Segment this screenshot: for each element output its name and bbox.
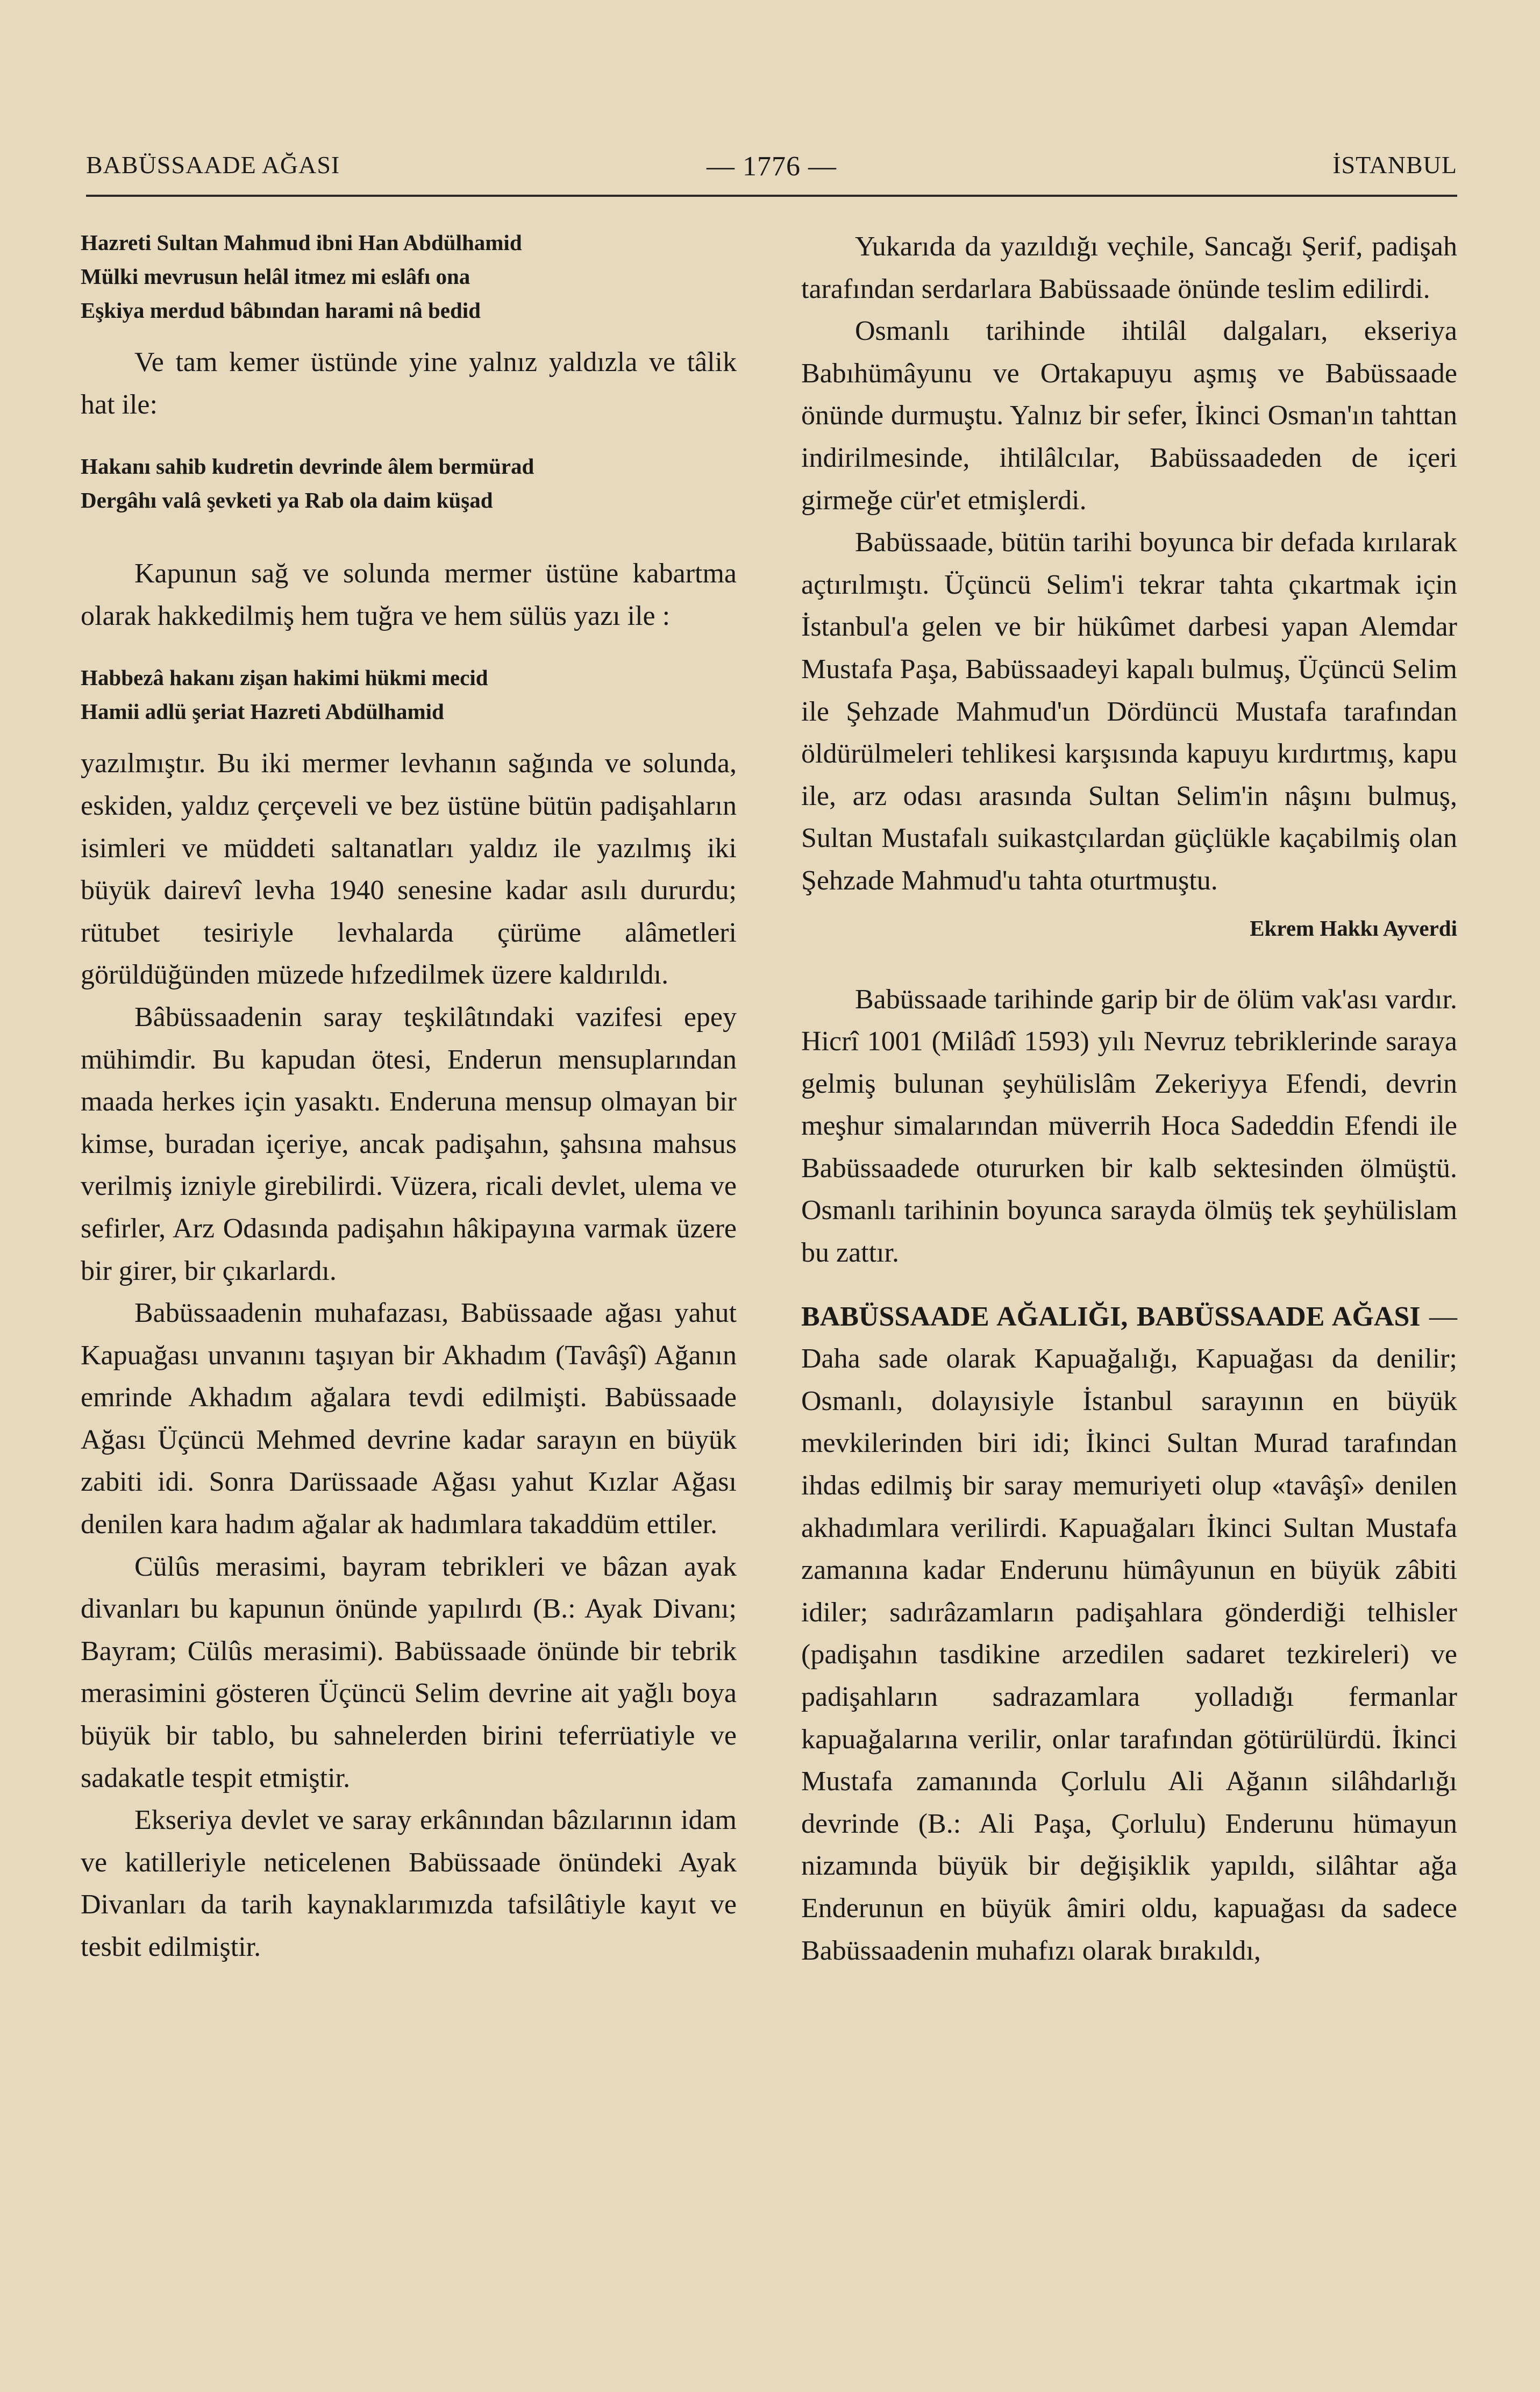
inscription-verse-2 xyxy=(81,450,737,517)
paragraph: Ve tam kemer üstünde yine yalnız yaldızla ve tâlik hat ile: xyxy=(81,347,737,420)
verse-line: Hamii adlü şeriat Hazreti Abdülhamid xyxy=(81,699,444,724)
page-number: — 1776 — xyxy=(707,151,837,182)
header-volume-title: İSTANBUL xyxy=(1332,151,1457,179)
paragraph: Osmanlı tarihinde ihtilâl dalgaları, ekseriya Babıhümâyunu ve Ortakapuyu aşmış ve Babüssaade önünde durmuştu. Yalnız bir sefer, İkinci Osman'ın tahttan indirilmesinde, ihtilâlcılar, Babüssaadeden de içeri girmeğe cür'et etmişlerdi. xyxy=(801,316,1457,516)
paragraph: Yukarıda da yazıldığı veçhile, Sancağı Şerif, padişah tarafından serdarlara Babüssaade önünde teslim edilirdi. xyxy=(801,231,1457,304)
paragraph: Ekseriya devlet ve saray erkânından bâzılarının idam ve katilleriyle neticelenen Babüssaade önündeki Ayak Divanları da tarih kaynaklarımızda tafsilâtiyle kayıt ve tesbit edilmiştir. xyxy=(81,1805,737,1962)
left-column xyxy=(81,226,737,1969)
paragraph: Cülûs merasimi, bayram tebrikleri ve bâzan ayak divanları bu kapunun önünde yapılırdı (B.: Ayak Divanı; Bayram; Cülûs merasimi). Babüssaade önünde bir tebrik merasimini gösteren Üçüncü Selim devrine ait yağlı boya büyük bir tablo, bu sahnelerden birini teferrüatiyle ve sadakatle tespit etmiştir. xyxy=(81,1551,737,1793)
paragraph: Bâbüssaadenin saray teşkilâtındaki vazifesi epey mühimdir. Bu kapudan ötesi, Enderun mensuplarından maada herkes için yasaktı. Enderuna mensup olmayan bir kimse, buradan içeriye, ancak padişahın, şahsına mahsus verilmiş izniyle girebilirdi. Vüzera, ricali devlet, ulema ve sefirler, Arz Odasında padişahın hâkipayına varmak üzere bir girer, bir çıkarlardı. xyxy=(81,1001,737,1286)
paragraph: Kapunun sağ ve solunda mermer üstüne kabartma olarak hakkedilmiş hem tuğra ve hem sülüs yazı ile : xyxy=(81,558,737,631)
entry-paragraph xyxy=(801,1296,1457,1973)
header-entry-title: BABÜSSAADE AĞASI xyxy=(86,151,340,179)
verse-line: Hakanı sahib kudretin devrinde âlem bermürad xyxy=(81,454,534,479)
paragraph: yazılmıştır. Bu iki mermer levhanın sağında ve solunda, eskiden, yaldız çerçeveli ve bez üstüne bütün padişahların isimleri ve müddeti saltanatları yaldız ile yazılmış iki büyük dairevî levha 1940 senesine kadar asılı dururdu; rütubet tesiriyle levhalarda çürüme alâmetleri görüldüğünden müzede hıfzedilmek üzere kaldırıldı. xyxy=(81,748,737,991)
paragraph: Babüssaadenin muhafazası, Babüssaade ağası yahut Kapuağası unvanını taşıyan bir Akhadım (Tavâşî) Ağanın emrinde Akhadım ağalara tevdi edilmişti. Babüssaade Ağası Üçüncü Mehmed devrine kadar sarayın en büyük zabiti idi. Sonra Darüssaade Ağası yahut Kızlar Ağası denilen kara hadım ağalar ak hadımlara takaddüm ettiler. xyxy=(81,1298,737,1540)
running-header xyxy=(86,151,1457,194)
verse-line: Hazreti Sultan Mahmud ibni Han Abdülhamid xyxy=(81,230,522,255)
inscription-verse-1 xyxy=(81,226,737,328)
entry-text: — Daha sade olarak Kapuağalığı, Kapuağası da denilir; Osmanlı, dolayısiyle İstanbul sarayının en büyük mevkilerinden biri idi; İkinci Sultan Murad tarafından ihdas edilmiş bir saray memuriyeti olup «tavâşî» denilen akhadımlara verilirdi. Kapuağaları İkinci Sultan Mustafa zamanına kadar Enderunu hümâyunun en büyük zâbiti idiler; sadırâzamların padişahlara gönderdiği telhisler (padişahın tasdikine arzedilen sadaret tezkireleri) ve padişahların sadrazamlara yolladığı fermanlar kapuağalarına verilir, onlar tarafından götürülürdü. İkinci Mustafa zamanında Çorlulu Ali Ağanın silâhdarlığı devrinde (B.: Ali Paşa, Çorlulu) Enderunu hümayun nizamında büyük bir değişiklik yapıldı, silâhtar ağa Enderunun en büyük âmiri oldu, kapuağası da sadece Babüssaadenin muhafızı olarak bırakıldı, xyxy=(801,1301,1457,1966)
right-column xyxy=(801,226,1457,1972)
verse-line: Eşkiya merdud bâbından harami nâ bedid xyxy=(81,298,481,323)
inscription-verse-3 xyxy=(81,661,737,729)
author-signature: Ekrem Hakkı Ayverdi xyxy=(1250,915,1457,941)
paragraph: Babüssaade, bütün tarihi boyunca bir defada kırılarak açtırılmıştı. Üçüncü Selim'i tekrar tahta çıkartmak için İstanbul'a gelen ve bir hükûmet darbesi yapan Alemdar Mustafa Paşa, Babüssaadeyi kapalı bulmuş, Üçüncü Selim ile Şehzade Mahmud'un Dördüncü Mustafa tarafından öldürülmeleri tehlikesi karşısında kapuyu kırdırtmış, kapu ile, arz odası arasında Sultan Selim'in nâşını bulmuş, Sultan Mustafalı suikastçılardan güçlükle kaçabilmiş olan Şehzade Mahmud'u tahta oturtmuştu. xyxy=(801,527,1457,896)
header-rule xyxy=(86,195,1457,197)
verse-line: Mülki mevrusun helâl itmez mi eslâfı ona xyxy=(81,264,470,289)
entry-heading: BABÜSSAADE AĞALIĞI, BABÜSSAADE AĞASI xyxy=(801,1301,1421,1332)
paragraph: Babüssaade tarihinde garip bir de ölüm vak'ası vardır. Hicrî 1001 (Milâdî 1593) yılı Nevruz tebriklerinde saraya gelmiş bulunan şeyhülislâm Zekeriyya Efendi, devrin meşhur simalarından müverrih Hoca Sadeddin Efendi ile Babüssaadede otururken bir kalb sektesinden ölmüştü. Osmanlı tarihinin boyunca sarayda ölmüş tek şeyhülislam bu zattır. xyxy=(801,984,1457,1269)
verse-line: Habbezâ hakanı zişan hakimi hükmi mecid xyxy=(81,665,488,690)
verse-line: Dergâhı valâ şevketi ya Rab ola daim küşad xyxy=(81,488,493,513)
